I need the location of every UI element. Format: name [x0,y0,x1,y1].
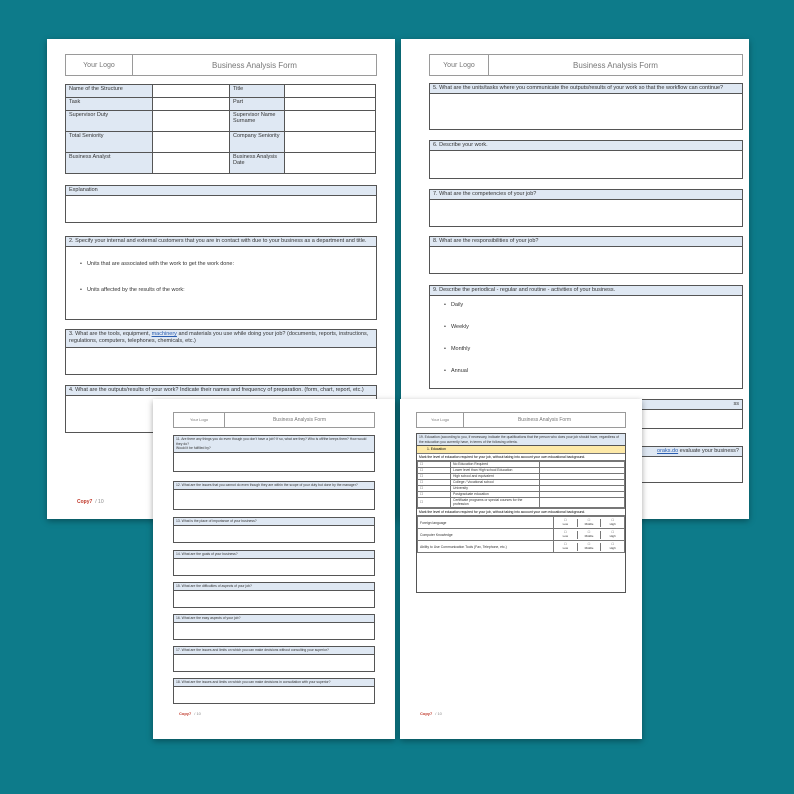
question-8-text: 8. What are the responsibilities of your job? [430,237,742,247]
form-header [173,412,375,428]
skill-level-options[interactable]: ☐ Low ☐ Middle ☐ High [554,543,624,551]
question-10-text: ss [430,400,742,410]
field-value[interactable] [285,98,376,111]
question-9[interactable] [429,285,743,389]
field-value[interactable] [153,85,230,98]
skill-label: Foreign language [418,517,554,529]
question-13[interactable] [173,517,375,543]
question-text: 13. What is the place of importance of your business? [174,518,374,526]
question-text: 18. What are the issues and limits on which you can make decisions in consultation with your superior? [174,679,374,687]
question-2-text: 2. Specify your internal and external customers that you are in contact with due to your business as a department and title. [66,237,376,247]
question-6[interactable] [429,140,743,179]
checkbox-cell[interactable]: ☐ [418,492,451,498]
brand-mark: Copy7 [77,499,93,505]
question-5-text: 5. What are the units/tasks where you communicate the outputs/results of your work so that the workflow can continue? [430,84,742,94]
question-14[interactable] [173,550,375,576]
question-text: 11. Are there any things you do even though you don't have a job? If so, what are they? Who is off/the keeps them? How would they do? Would it be fulfilled by? [174,436,374,453]
brand-mark: Copy7 [179,711,192,716]
form-page-4 [400,399,642,739]
field-value[interactable] [285,153,376,174]
question-11[interactable] [173,435,375,472]
page-footer [179,711,201,716]
form-title: Business Analysis Form [212,60,297,70]
info-table [65,84,376,174]
field-label: Part [230,98,285,111]
question-3-text: 3. What are the tools, equipment, machinery and materials you use while doing your job? (documents, reports, instructions, regulations, computers, telephones, chemicals, etc.) [66,330,376,348]
field-label: Title [230,85,285,98]
logo-placeholder: Your Logo [66,55,133,75]
brand-mark: Copy7 [420,711,433,716]
logo-placeholder: Your Logo [417,413,464,427]
question-text: 15. What are the difficulties of aspects of your job? [174,583,374,591]
question-text: 14. What are the goals of your business? [174,551,374,559]
field-label: Task [66,98,153,111]
skill-label: Ability to Use Communication Tools (Fax, Telephone, etc.) [418,541,554,553]
question-2[interactable] [65,236,377,320]
form-page-3 [153,399,395,739]
bullet-item: • Units affected by the results of the work: [80,287,185,293]
skill-level-options[interactable]: ☐ Low ☐ Middle ☐ High [554,519,624,527]
page-footer [77,499,104,505]
question-12[interactable] [173,481,375,510]
field-value[interactable] [285,111,376,132]
skill-level-options[interactable]: ☐ Low ☐ Middle ☐ High [554,531,624,539]
question-7-text: 7. What are the competencies of your job? [430,190,742,200]
field-value[interactable] [153,132,230,153]
question-18[interactable] [173,678,375,704]
question-11-text: oraks.do evaluate your business? [430,447,742,457]
checkbox-cell[interactable]: ☐ [418,468,451,474]
logo-placeholder: Your Logo [174,413,225,427]
education-level: University [451,486,540,492]
education-intro: Mark the level of education required for your job, without taking into account your own educational background. [417,454,625,461]
field-value[interactable] [153,111,230,132]
question-6-text: 6. Describe your work. [430,141,742,151]
checkbox-cell[interactable]: ☐ [418,480,451,486]
bullet-item: • Units that are associated with the work to get the work done: [80,261,234,267]
skills-intro: Mark the level of education required for your job, without taking into account your own educational background. [417,508,625,516]
form-title: Business Analysis Form [272,416,327,423]
field-value[interactable] [285,85,376,98]
bullet-item: • Daily [444,302,463,308]
question-9-text: 9. Describe the periodical - regular and routine - activities of your business. [430,286,742,296]
education-levels-table [417,461,625,508]
page-number: / 10 [194,711,201,716]
form-title: Business Analysis Form [517,416,572,423]
question-8[interactable] [429,236,743,274]
page-number: / 10 [435,711,442,716]
question-17[interactable] [173,646,375,672]
education-level: Certificate programs or special courses for the profession [451,498,540,508]
question-3[interactable] [65,329,377,375]
education-level: College / Vocational school [451,480,540,486]
form-header [416,412,626,428]
bullet-item: • Weekly [444,324,469,330]
field-value[interactable] [285,132,376,153]
education-level: No Education Required [451,462,540,468]
bullet-item: • Annual [444,368,468,374]
education-level: High school and equivalent [451,474,540,480]
page-footer [420,711,442,716]
question-15[interactable] [173,582,375,608]
question-text: 17. What are the issues and limits on which you can make decisions without consulting your superior? [174,647,374,655]
form-title: Business Analysis Form [573,60,658,70]
spacer-cell [540,498,625,508]
question-5[interactable] [429,83,743,130]
checkbox-cell[interactable]: ☐ [418,462,451,468]
question-7[interactable] [429,189,743,227]
question-19-text: 19. Education (according to you, if necessary, indicate the qualifications that the person who does your job should have, regardless of the education you currently have, in terms of the following criteria. [417,434,625,446]
form-header [429,54,743,76]
checkbox-cell[interactable]: ☐ [418,498,451,508]
logo-placeholder: Your Logo [430,55,489,75]
oraks-link[interactable]: oraks.do [657,448,679,454]
question-16[interactable] [173,614,375,640]
field-label: Business Analysis Date [230,153,285,174]
field-label: Supervisor Duty [66,111,153,132]
skills-table [417,516,625,553]
field-label: Business Analyst [66,153,153,174]
form-header [65,54,377,76]
education-level: Lower level than High school Education [451,468,540,474]
education-section-heading: 1. Education [417,446,625,453]
question-4-text: 4. What are the outputs/results of your work? Indicate their names and frequency of preparation. (form, chart, report, etc.) [66,386,376,396]
field-label: Supervisor Name Surname [230,111,285,132]
field-label: Company Seniority [230,132,285,153]
question-text: 12. What are the issues that you cannot do even though they are within the scope of your duty but done by the manager? [174,482,374,490]
question-text: 16. What are the easy aspects of your job? [174,615,374,623]
bullet-item: • Monthly [444,346,470,352]
skill-label: Computer Knowledge [418,529,554,541]
explanation-heading: Explanation [66,186,376,196]
field-label: Total Seniority [66,132,153,153]
field-value[interactable] [153,153,230,174]
checkbox-cell[interactable]: ☐ [418,486,451,492]
question-19[interactable] [416,433,626,593]
education-level: Postgraduate education [451,492,540,498]
field-value[interactable] [153,98,230,111]
field-label: Name of the Structure [66,85,153,98]
page-number: / 10 [95,499,104,505]
explanation-box[interactable] [65,185,377,223]
machinery-link[interactable]: machinery [151,331,177,337]
checkbox-cell[interactable]: ☐ [418,474,451,480]
